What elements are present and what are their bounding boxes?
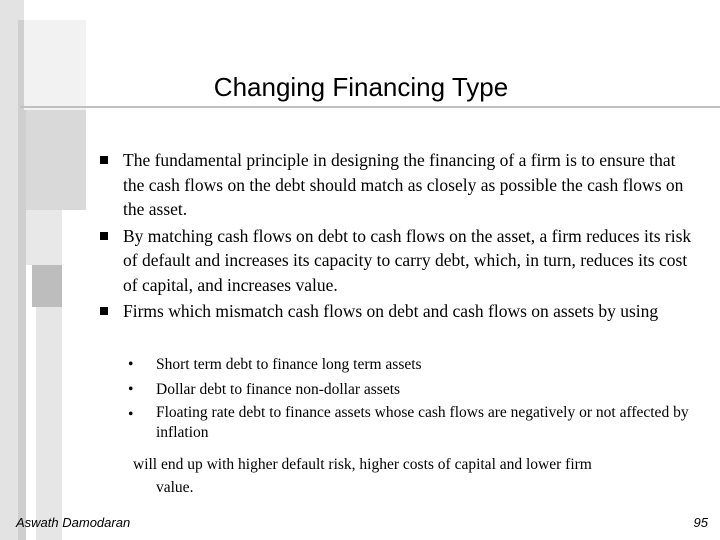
list-item: Firms which mismatch cash flows on debt and cash flows on assets by using bbox=[98, 299, 698, 324]
decorative-bar bbox=[36, 307, 62, 540]
page-number: 95 bbox=[693, 515, 708, 530]
decorative-bar bbox=[26, 210, 62, 265]
square-bullet-icon bbox=[100, 232, 108, 240]
list-item: • Dollar debt to finance non-dollar assets bbox=[128, 378, 698, 401]
decorative-bar bbox=[26, 110, 86, 210]
conclusion-text bbox=[133, 453, 693, 499]
list-item: • Short term debt to finance long term assets bbox=[128, 353, 698, 376]
list-item: By matching cash flows on debt to cash flows on the asset, a firm reduces its risk of default and increases its capacity to carry debt, which, in turn, reduces its cost of capital, and increases value. bbox=[98, 224, 698, 298]
dot-bullet-icon: • bbox=[128, 381, 134, 398]
bullet-list bbox=[98, 148, 698, 326]
slide-title: Changing Financing Type bbox=[213, 72, 509, 102]
conclusion-line: value. bbox=[156, 479, 194, 496]
dot-bullet-icon: • bbox=[128, 356, 134, 373]
dot-bullet-icon: • bbox=[128, 406, 134, 423]
decorative-bar bbox=[32, 265, 62, 307]
list-item: The fundamental principle in designing the financing of a firm is to ensure that the cash flows on the debt should match as closely as possible the cash flows on the asset. bbox=[98, 148, 698, 222]
sub-bullet-list bbox=[128, 353, 698, 445]
square-bullet-icon bbox=[100, 307, 108, 315]
list-item: • Floating rate debt to finance assets whose cash flows are negatively or not affected by inflation bbox=[128, 404, 689, 441]
conclusion-line: will end up with higher default risk, higher costs of capital and lower firm bbox=[133, 456, 592, 473]
footer-author: Aswath Damodaran bbox=[16, 515, 131, 530]
square-bullet-icon bbox=[100, 156, 108, 164]
title-divider bbox=[20, 106, 720, 108]
